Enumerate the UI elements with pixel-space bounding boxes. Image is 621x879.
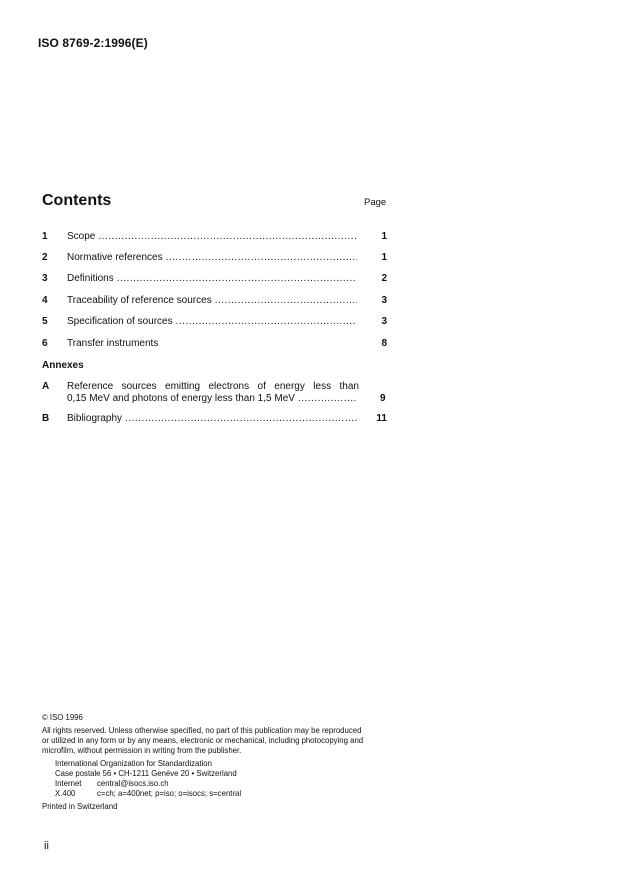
toc-leader-dots: [212, 295, 357, 306]
annex-b-page: 11: [376, 413, 387, 424]
toc-entry-page: 1: [381, 252, 387, 263]
toc-entry: [42, 295, 387, 309]
printed-in: Printed in Switzerland: [42, 802, 118, 811]
toc-entry-title: Traceability of reference sources: [67, 295, 212, 306]
toc-leader-dots: [163, 252, 357, 263]
toc-leader-dots: [122, 413, 357, 424]
toc-entry: [42, 273, 387, 287]
toc-entry-number: 6: [42, 338, 48, 349]
toc-entry-number: 5: [42, 316, 48, 327]
toc-entry: [42, 316, 387, 330]
toc-entry-page: 3: [381, 295, 387, 306]
annex-b-letter: B: [42, 413, 50, 424]
toc-entry-title: Specification of sources: [67, 316, 173, 327]
internet-label: Internet: [55, 779, 82, 788]
toc-entry-number: 4: [42, 295, 48, 306]
toc-entry-title: Normative references: [67, 252, 163, 263]
annex-b-title: Bibliography: [67, 413, 123, 424]
postal-address: Case postale 56 • CH-1211 Genève 20 • Switzerland: [55, 769, 237, 778]
toc-entry-page: 8: [381, 338, 387, 349]
toc-entry: [42, 252, 387, 266]
rights-statement: [42, 726, 392, 756]
org-name: International Organization for Standardization: [55, 759, 212, 768]
x400-value: c=ch; a=400net; p=iso; o=isocs; s=central: [97, 789, 242, 798]
toc-entry-annex-b: [42, 413, 387, 427]
toc-entry-page: 3: [381, 316, 387, 327]
toc-entry-number: 1: [42, 231, 48, 242]
rights-line: microfilm, without permission in writing from the publisher.: [42, 746, 242, 755]
publisher-address: [55, 759, 241, 799]
contents-title: Contents: [42, 192, 112, 209]
toc-leader-dots: [173, 316, 357, 327]
toc-entry-page: 2: [381, 273, 387, 284]
toc-entry-page: 1: [381, 231, 387, 242]
toc-leader-dots: [95, 231, 357, 242]
toc-entry-title: Transfer instruments: [67, 338, 159, 349]
toc-entry: [42, 231, 387, 245]
toc-entry-number: 3: [42, 273, 48, 284]
rights-line: or utilized in any form or by any means, electronic or mechanical, including photocopying and: [42, 736, 364, 745]
x400-label: X.400: [55, 789, 76, 798]
annex-a-title-line2: [67, 393, 357, 407]
annex-a-page: 9: [380, 393, 386, 404]
annex-a-letter: A: [42, 381, 50, 392]
toc-entry: [42, 338, 387, 352]
toc-leader-dots: [295, 393, 357, 407]
rights-line: All rights reserved. Unless otherwise specified, no part of this publication may be reproduced: [42, 726, 362, 735]
annexes-heading: Annexes: [42, 360, 84, 371]
annex-a-title-line1: Reference sources emitting electrons of energy less than: [67, 381, 359, 392]
internet-row: [55, 779, 241, 789]
annex-a-title-line2-text: 0,15 MeV and photons of energy less than 1,5 MeV: [67, 393, 295, 404]
toc-entry-title: Definitions: [67, 273, 114, 284]
document-id-header: ISO 8769-2:1996(E): [38, 36, 148, 50]
toc-entry-number: 2: [42, 252, 48, 263]
toc-entry-title: Scope: [67, 231, 96, 242]
toc-leader-dots: [114, 273, 357, 284]
copyright-notice: © ISO 1996: [42, 713, 83, 722]
page-number: ii: [44, 840, 49, 852]
page-column-label: Page: [364, 197, 387, 208]
internet-value: central@isocs.iso.ch: [97, 779, 169, 788]
x400-row: [55, 789, 241, 799]
